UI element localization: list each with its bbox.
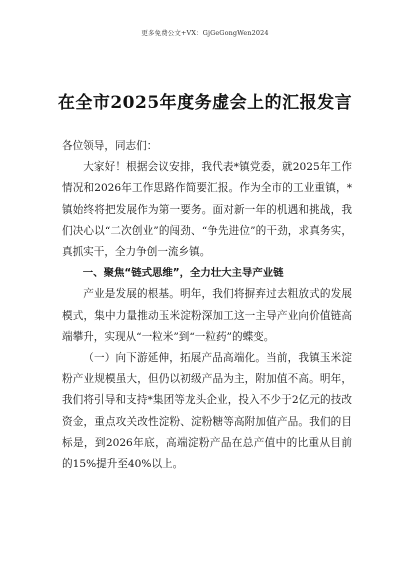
document-body [62, 136, 352, 475]
salutation: 各位领导，同志们： [62, 140, 158, 152]
section1-subsection-1: （一）向下游延伸，拓展产品高端化。当前，我镇玉米淀粉产业规模虽大，但仍以初级产品为主，附加值不高。明年，我们将引导和支持*集团等龙头企业，投入不少于2亿元的技改资金，重点攻关改性淀粉、淀粉糖等高附加值产品。我们的目标是，到2026年底，高端淀粉产品在总产值中的比重从目前的15%提升至40%以上。 [62, 352, 352, 471]
section1-paragraph: 产业是发展的根基。明年，我们将摒弃过去粗放式的发展模式，集中力量推动玉米淀粉深加工这一主导产业向价值链高端攀升，实现从“一粒米”到“一粒药”的蝶变。 [62, 288, 352, 343]
intro-paragraph: 大家好！根据会议安排，我代表*镇党委，就2025年工作情况和2026年工作思路作简要汇报。作为全市的工业重镇，*镇始终将把发展作为第一要务。面对新一年的机遇和挑战，我们决心以“二次创业”的闯劲、“争先进位”的干劲，求真务实，真抓实干，全力争创一流乡镇。 [62, 161, 352, 259]
document-title: 在全市2025年度务虚会上的汇报发言 [57, 93, 353, 113]
header-note: 更多免费公文+VX：GjGeGongWen2024 [141, 29, 269, 37]
section-heading-1: 一、聚焦“链式思维”，全力壮大主导产业链 [82, 267, 284, 280]
